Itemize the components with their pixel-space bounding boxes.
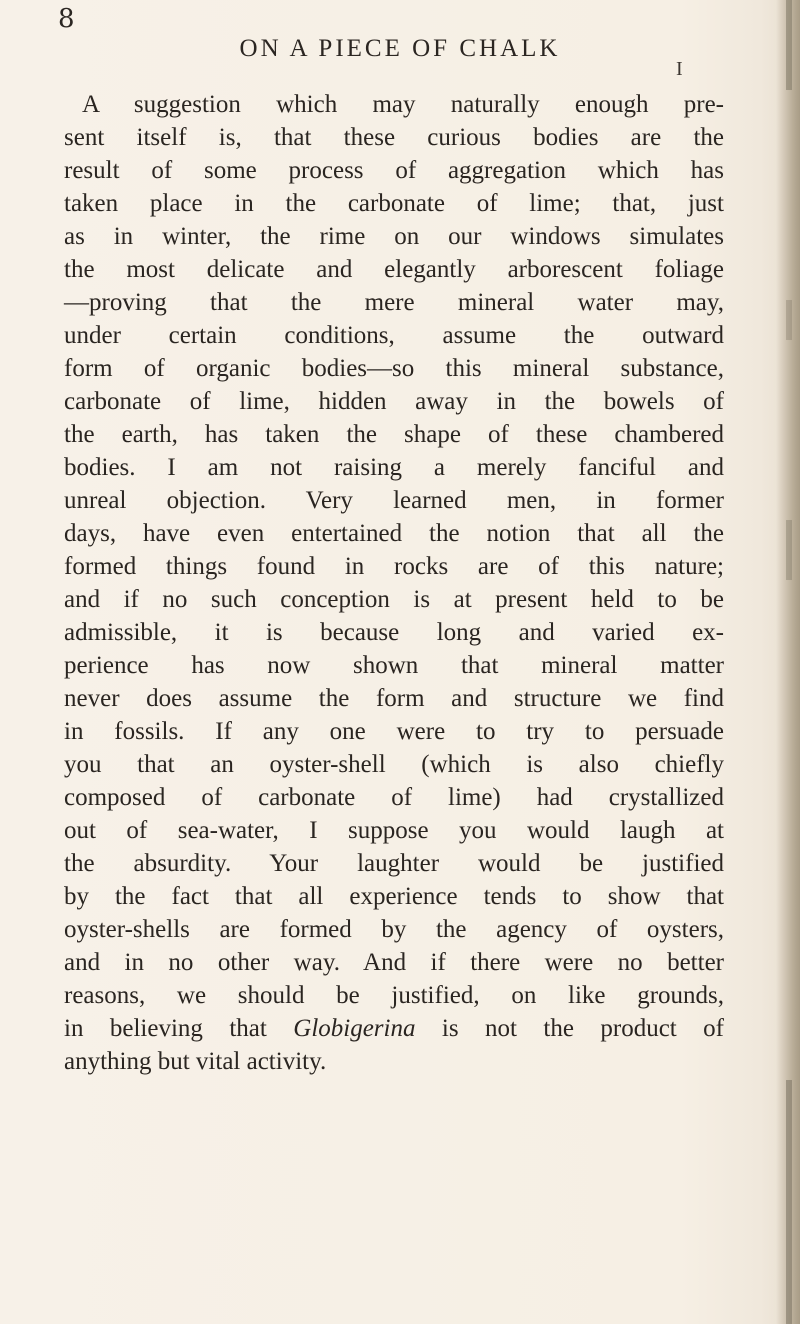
text-line: oyster-shells are formed by the agency of oysters, — [64, 916, 724, 943]
spine-mark — [786, 300, 792, 340]
text-line: form of organic bodies—so this mineral substance, — [64, 355, 724, 382]
text-line: as in winter, the rime on our windows simulates — [64, 223, 724, 250]
text-line: in fossils. If any one were to try to persuade — [64, 718, 724, 745]
text-fragment: is not the product of — [415, 1015, 724, 1042]
body-paragraph — [64, 88, 724, 1078]
text-line: composed of carbonate of lime) had crystallized — [64, 784, 724, 811]
text-line: unreal objection. Very learned men, in former — [64, 487, 724, 514]
text-line: the absurdity. Your laughter would be justified — [64, 850, 724, 877]
spine-mark — [786, 520, 792, 580]
text-line: out of sea-water, I suppose you would laugh at — [64, 817, 724, 844]
text-line: days, have even entertained the notion that all the — [64, 520, 724, 547]
text-line: reasons, we should be justified, on like grounds, — [64, 982, 724, 1009]
text-line: sent itself is, that these curious bodies are the — [64, 124, 724, 151]
text-line: bodies. I am not raising a merely fanciful and — [64, 454, 724, 481]
text-line: under certain conditions, assume the outward — [64, 322, 724, 349]
text-line: carbonate of lime, hidden away in the bowels of — [64, 388, 724, 415]
text-line: and if no such conception is at present held to be — [64, 586, 724, 613]
page-edge-shadow — [776, 0, 800, 1324]
text-line: formed things found in rocks are of this nature; — [64, 553, 724, 580]
text-line: A suggestion which may naturally enough pre- — [82, 91, 724, 118]
text-line: —proving that the mere mineral water may, — [64, 289, 724, 316]
running-head: ON A PIECE OF CHALK — [239, 35, 561, 62]
text-line: perience has now shown that mineral matter — [64, 652, 724, 679]
page-number: 8 — [58, 4, 75, 34]
text-line: by the fact that all experience tends to show that — [64, 883, 724, 910]
text-line: result of some process of aggregation which has — [64, 157, 724, 184]
text-line: admissible, it is because long and varied ex- — [64, 619, 724, 646]
text-line: the earth, has taken the shape of these chambered — [64, 421, 724, 448]
spine-mark — [786, 1080, 792, 1324]
text-line: taken place in the carbonate of lime; that, just — [64, 190, 724, 217]
italic-term: Globigerina — [293, 1015, 416, 1042]
text-line: the most delicate and elegantly arborescent foliage — [64, 256, 724, 283]
text-line-with-italic — [64, 1012, 724, 1045]
text-line: never does assume the form and structure we find — [64, 685, 724, 712]
text-line-final: anything but vital activity. — [64, 1048, 327, 1075]
signature-mark: I — [676, 58, 683, 80]
text-line: you that an oyster-shell (which is also chiefly — [64, 751, 724, 778]
text-line: and in no other way. And if there were no better — [64, 949, 724, 976]
text-fragment: in believing that — [64, 1015, 294, 1042]
